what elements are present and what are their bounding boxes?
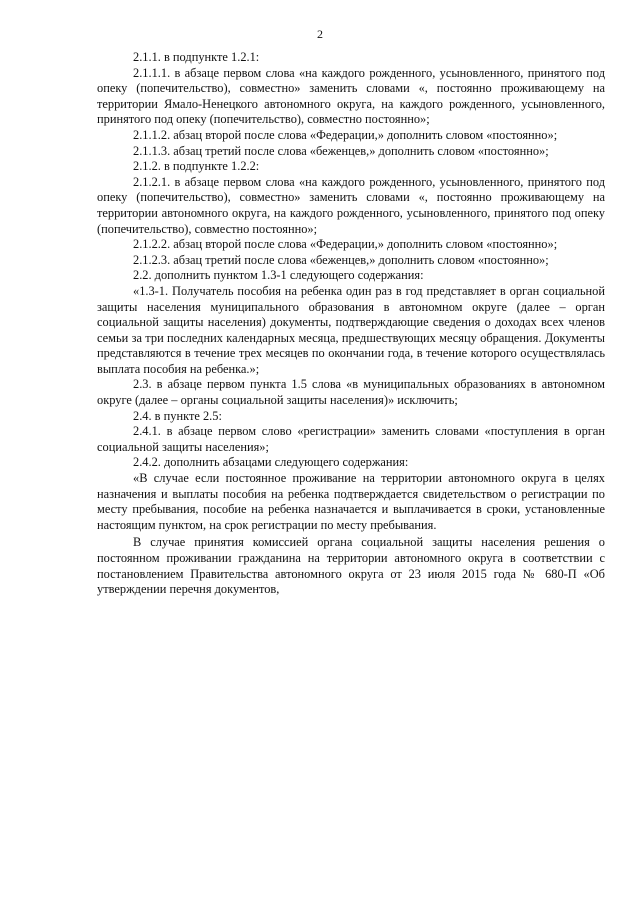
paragraph: В случае принятия комиссией органа социальной защиты населения решения о постоянном проживании гражданина на территории автономного округа в соответствии с постановлением Правительства автономного округа от 23 июля 2015 года № 680-П «Об утверждении перечня документов, — [97, 535, 605, 597]
paragraph: 2.4.1. в абзаце первом слово «регистрации» заменить словами «поступления в орган социальной защиты населения»; — [97, 424, 605, 454]
document-body — [97, 50, 605, 598]
paragraph: «В случае если постоянное проживание на территории автономного округа в целях назначения и выплаты пособия на ребенка подтверждается свидетельством о регистрации по месту пребывания, пособие на ребенка назначается и выплачивается в сроки, установленные настоящим пунктом, на срок регистрации по месту пребывания. — [97, 471, 605, 532]
paragraph: 2.3. в абзаце первом пункта 1.5 слова «в муниципальных образованиях в автономном округе (далее – органы социальной защиты населения)» исключить; — [97, 377, 605, 408]
paragraph: 2.1.2.3. абзац третий после слова «беженцев,» дополнить словом «постоянно»; — [133, 252, 549, 267]
paragraph: 2.1.1.3. абзац третий после слова «беженцев,» дополнить словом «постоянно»; — [133, 143, 549, 158]
paragraph: 2.1.1.1. в абзаце первом слова «на каждого рожденного, усыновленного, принятого под опеку (попечительство), совместно» заменить словами «, постоянно проживающему на территории Ямало-Ненецкого автономного округа, на каждого рожденного, усыновленного, принятого под опеку (попечительство), совместно постоянно»; — [97, 65, 605, 127]
paragraph: 2.1.2. в подпункте 1.2.2: — [133, 159, 260, 174]
paragraph: 2.1.1. в подпункте 1.2.1: — [133, 50, 260, 64]
paragraph: 2.1.2.2. абзац второй после слова «Федерации,» дополнить словом «постоянно»; — [133, 237, 558, 252]
paragraph: 2.2. дополнить пунктом 1.3-1 следующего содержания: — [133, 268, 424, 283]
paragraph: 2.1.2.1. в абзаце первом слова «на каждого рожденного, усыновленного, принятого под опеку (попечительство), совместно» заменить словами «, постоянно проживающему на территории автономного округа, на каждого рожденного, усыновленного, принятого под опеку (попечительство), совместно постоянно»; — [97, 174, 605, 236]
paragraph: «1.3-1. Получатель пособия на ребенка один раз в год представляет в орган социальной защиты населения муниципального образования в автономном округе (далее – орган социальной защиты населения) документы, подтверждающие сведения о доходах всех членов семьи за три последних календарных месяца, предшествующих месяцу обращения. Документы представляются в течение трех месяцев по окончании года, в течение которого осуществлялась выплата пособия на ребенка.»; — [97, 283, 605, 376]
page-number: 2 — [317, 27, 323, 41]
paragraph: 2.1.1.2. абзац второй после слова «Федерации,» дополнить словом «постоянно»; — [133, 127, 558, 142]
paragraph: 2.4.2. дополнить абзацами следующего содержания: — [133, 455, 409, 470]
paragraph: 2.4. в пункте 2.5: — [133, 408, 222, 423]
